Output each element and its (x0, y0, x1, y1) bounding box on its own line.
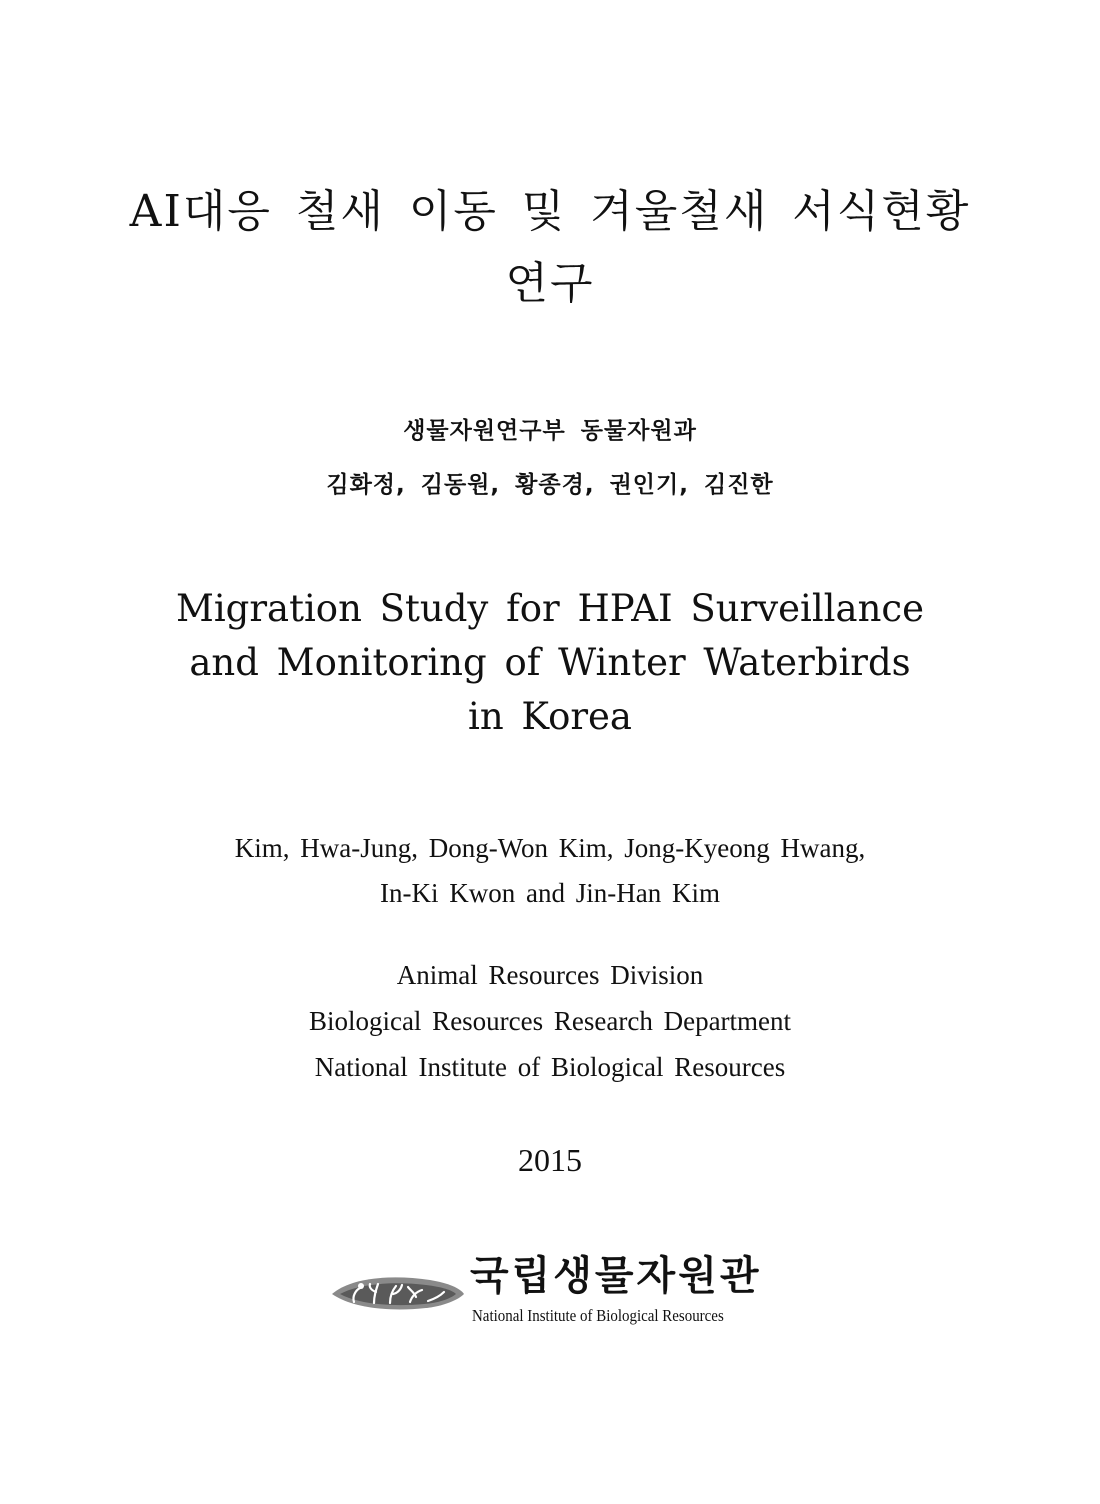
korean-title-line-2: 연구 (505, 258, 595, 309)
affiliation-department: Biological Resources Research Department (308, 1006, 792, 1036)
korean-authors: 김화정, 김동원, 황종경, 권인기, 김진한 (326, 472, 774, 498)
korean-department: 생물자원연구부 동물자원과 (403, 418, 697, 444)
korean-title (0, 176, 1100, 320)
affiliation-division: Animal Resources Division (396, 960, 704, 990)
publication-year: 2015 (518, 1142, 582, 1178)
english-authors-line-2: In-Ki Kwon and Jin-Han Kim (380, 878, 720, 908)
korean-title-line-1: AI대응 철새 이동 및 겨울철새 서식현황 (129, 186, 971, 237)
english-title-line-2: and Monitoring of Winter Waterbirds (189, 641, 911, 684)
plant-emblem-icon (330, 1272, 466, 1312)
english-authors (0, 826, 1100, 916)
institute-name-english: National Institute of Biological Resources (472, 1306, 724, 1325)
english-authors-line-1: Kim, Hwa-Jung, Dong-Won Kim, Jong-Kyeong Hwang, (234, 833, 866, 863)
affiliation (0, 952, 1100, 1090)
english-title-line-3: in Korea (468, 695, 632, 738)
english-title (0, 582, 1100, 744)
institute-logo (330, 1250, 770, 1330)
affiliation-institute: National Institute of Biological Resources (314, 1052, 786, 1082)
english-title-line-1: Migration Study for HPAI Surveillance (175, 587, 925, 630)
institute-name-korean: 국립생물자원관 (470, 1253, 762, 1299)
